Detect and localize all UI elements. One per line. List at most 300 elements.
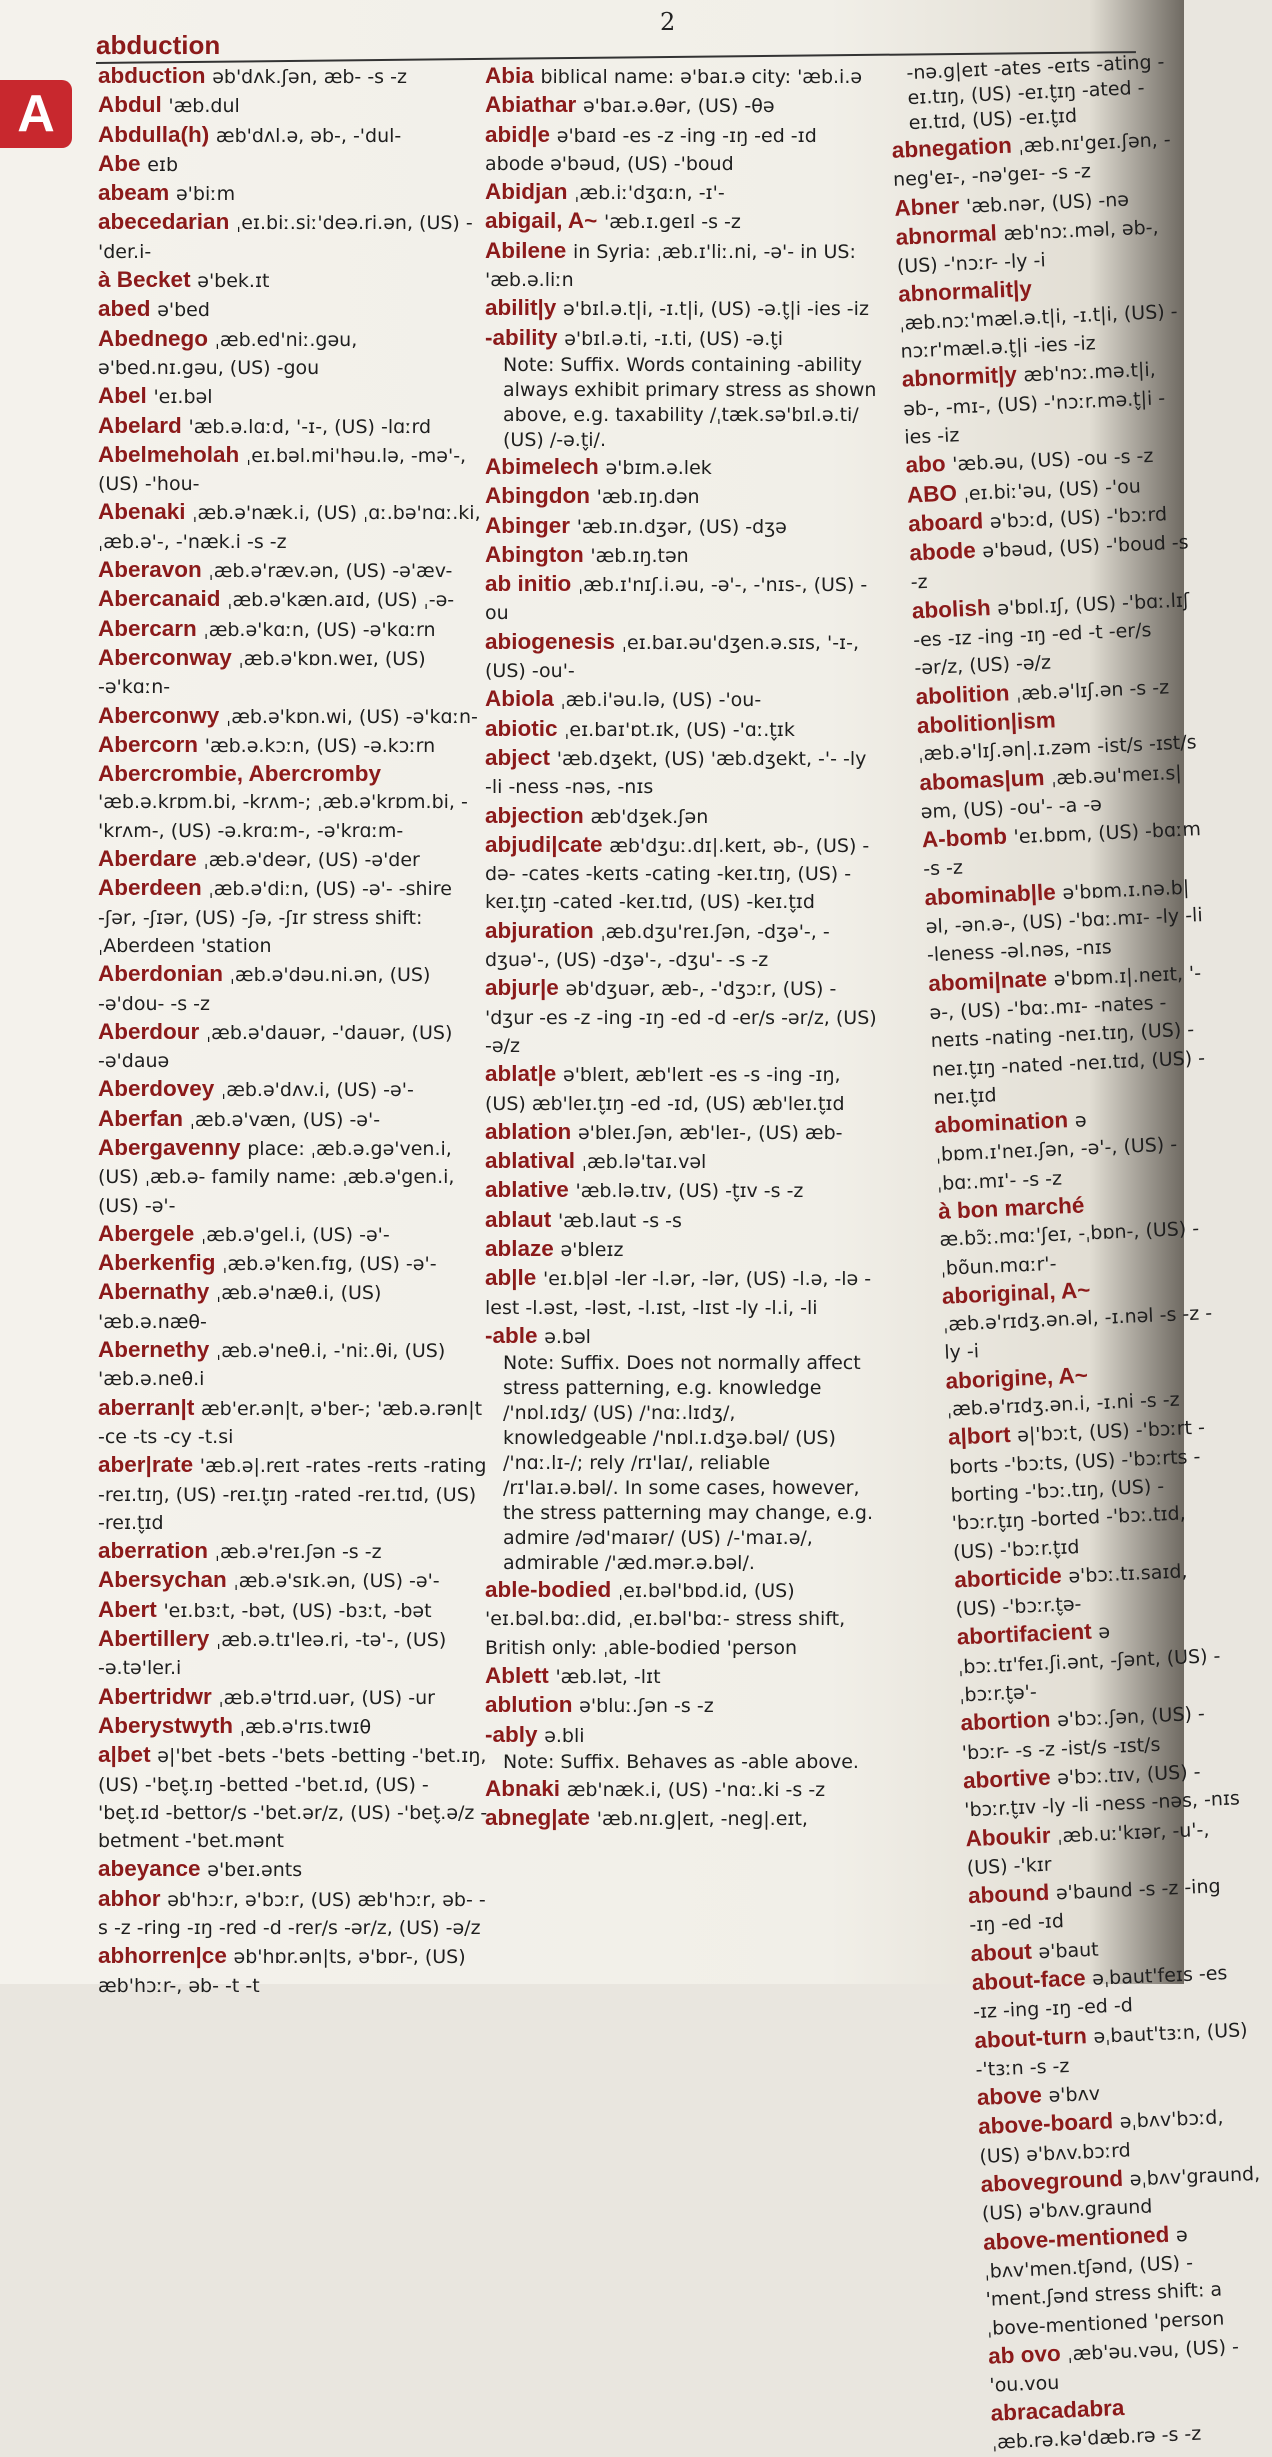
dictionary-entry [485, 685, 877, 714]
entry-pronunciation: ə'baɪ.ə.θər, (US) -θə [582, 95, 775, 118]
entry-headword: abortive [962, 1764, 1052, 1794]
dictionary-entry [485, 802, 877, 831]
entry-headword: -ably [485, 1721, 538, 1747]
dictionary-entry [98, 845, 488, 874]
entry-headword: -able [485, 1322, 538, 1348]
dictionary-entry [98, 1075, 488, 1104]
entry-headword: Aberdare [98, 846, 197, 872]
entry-headword: Abnaki [485, 1775, 561, 1801]
dictionary-entry [941, 1270, 1224, 1367]
entry-pronunciation: ˌæb.ə'ræv.ən, (US) -ə'æv- [208, 560, 453, 583]
dictionary-entry [98, 62, 488, 91]
entry-headword: Aberfan [98, 1105, 184, 1131]
entry-headword: abolition [915, 679, 1010, 710]
entry-headword: Abingdon [485, 483, 590, 509]
entry-pronunciation: æb'er.ən|t, ə'ber-; 'æb.ə.rən|t -ce -ts -cy -t.si [98, 1397, 483, 1448]
entry-pronunciation: ˌæb.ə'reɪ.ʃən -s -z [214, 1541, 382, 1564]
dictionary-entry [485, 1662, 877, 1691]
entry-headword: Abelard [98, 412, 182, 438]
entry-headword: Abilene [485, 237, 567, 263]
entry-headword: abhorren|ce [98, 1943, 227, 1969]
entry-headword: Abercrombie, Abercromby [98, 761, 381, 787]
entry-pronunciation: ˌæb.ə'kɒn.wi, (US) -ə'kɑːn- [225, 705, 478, 728]
entry-headword: aborigine, A~ [945, 1362, 1089, 1394]
entry-pronunciation: ə'bleɪ.ʃən, æb'leɪ-, (US) æb- [577, 1121, 843, 1144]
entry-headword: aborticide [953, 1562, 1063, 1593]
entry-headword: abo [905, 451, 947, 478]
dictionary-entry [485, 512, 877, 541]
entry-pronunciation: ˌæb.ə'trɪd.uər, (US) -ur [218, 1686, 435, 1709]
entry-pronunciation: ˌæb.ə'dəu.ni.ən, (US) -ə'dou- -s -z [98, 964, 431, 1015]
entry-headword: Abel [98, 383, 147, 409]
dictionary-entry [928, 958, 1214, 1113]
entry-headword: abjuration [485, 917, 594, 943]
entry-headword: Aberdonian [98, 961, 224, 987]
entry-pronunciation: 'æb.laut -s -s [557, 1209, 682, 1232]
entry-headword: ablatival [485, 1148, 576, 1174]
dictionary-entry [485, 1775, 877, 1804]
entry-pronunciation: ə'bed [157, 299, 210, 322]
dictionary-entry [485, 1060, 877, 1118]
dictionary-entry [898, 269, 1181, 366]
entry-headword: ABO [906, 479, 958, 508]
entry-headword: Aboukir [965, 1822, 1052, 1851]
dictionary-entry [98, 121, 488, 150]
entry-headword: abode [908, 537, 977, 566]
entry-pronunciation: ˌæb.ə'væn, (US) -ə'- [189, 1108, 381, 1131]
entry-headword: aboriginal, A~ [941, 1277, 1091, 1309]
entry-headword: à Becket [98, 267, 191, 293]
running-head: abduction [96, 30, 221, 60]
entry-pronunciation: 'eɪ.bɒm, (US) -bɑːm -s -z [922, 818, 1202, 881]
entry-headword: abomas|um [918, 764, 1045, 795]
entry-headword: Aberconwy [98, 702, 220, 728]
entry-pronunciation: ə'biːm [175, 183, 236, 206]
entry-headword: ablat|e [485, 1061, 557, 1087]
dictionary-entry [485, 178, 877, 207]
entry-headword: ablative [485, 1177, 569, 1203]
entry-headword: abomination [933, 1107, 1069, 1139]
entry-pronunciation: ə'bɔː.ʃən, (US) -'bɔːr- -s -z -ist/s -ɪst/s [961, 1703, 1206, 1765]
entry-pronunciation: 'æb.ɪŋ.tən [590, 544, 689, 567]
dictionary-entry [98, 1220, 488, 1249]
entry-headword: -ability [485, 324, 558, 350]
entry-pronunciation: ə'baut [1038, 1938, 1100, 1963]
entry-headword: ablaut [485, 1206, 552, 1232]
entry-pronunciation: ˌæb.ə'næk.i, (US) ˌɑː.bə'nɑː.ki, ˌæb.ə'-, -'næk.i -s -z [98, 502, 481, 553]
entry-headword: Abidjan [485, 179, 568, 205]
entry-pronunciation: ˌæb.ə'dauər, -'dauər, (US) -ə'dauə [98, 1021, 453, 1073]
entry-headword: Abner [893, 192, 960, 221]
entry-pronunciation: ˌeɪ.baɪ.əu'dʒen.ə.sɪs, '-ɪ-, (US) -ou'- [485, 631, 860, 683]
entry-headword: a|bet [98, 1742, 151, 1768]
dictionary-entry [485, 453, 877, 482]
dictionary-entry [98, 1249, 488, 1278]
dictionary-entry [485, 1147, 877, 1176]
dictionary-entry [98, 295, 488, 324]
entry-pronunciation: əˌbʌv'graund, (US) ə'bʌv.graund [981, 2162, 1261, 2226]
entry-pronunciation: ˌæb.nɪ'geɪ.ʃən, -neg'eɪ-, -nə'geɪ- -s -z [892, 128, 1172, 192]
entry-pronunciation: ə.bli [544, 1724, 585, 1747]
entry-pronunciation: 'æb.ɪ.geɪl -s -z [604, 211, 741, 234]
entry-pronunciation: əˌbʌv'bɔːd, (US) ə'bʌv.bɔːrd [978, 2106, 1224, 2168]
entry-headword: Abert [98, 1596, 157, 1622]
dictionary-entry [485, 1264, 877, 1322]
dictionary-entry [98, 1451, 488, 1537]
entry-headword: Aberdovey [98, 1076, 215, 1102]
entry-headword: Abiathar [485, 92, 577, 118]
entry-headword: about-face [971, 1965, 1087, 1996]
entry-pronunciation: ˌæb.i'əu.lə, (US) -'ou- [560, 689, 762, 712]
dictionary-entry [485, 1721, 877, 1750]
entry-pronunciation: æb'dʒuː.dɪ|.keɪt, əb-, (US) -də- -cates -keɪts -cating -keɪ.tɪŋ, (US) -keɪ.t̬ɪŋ -cated -keɪ.tɪd, (US) -keɪ.t̬ɪd [485, 834, 870, 914]
entry-pronunciation: ə'bleɪz [560, 1238, 624, 1261]
entry-headword: Abernathy [98, 1279, 210, 1305]
dictionary-entry [485, 831, 877, 917]
entry-headword: abed [98, 296, 151, 322]
dictionary-entry [98, 644, 488, 702]
entry-headword: above [976, 2082, 1043, 2111]
entry-pronunciation: ˌeɪ.baɪ'ɒt.ɪk, (US) -'ɑː.t̬ɪk [564, 718, 795, 741]
entry-pronunciation: æb'dʌl.ə, əb-, -'dul- [215, 124, 402, 147]
entry-headword: abjection [485, 802, 584, 828]
entry-pronunciation: 'æb.nər, (US) -nə [965, 188, 1130, 218]
entry-pronunciation: ə'bɔː.tɪ.saɪd, (US) -'bɔːr.t̬ə- [955, 1560, 1188, 1621]
entry-pronunciation: æb'næk.i, (US) -'nɑː.ki -s -z [566, 1778, 826, 1801]
entry-pronunciation: ə'beɪ.ənts [207, 1859, 303, 1882]
dictionary-entry [98, 179, 488, 208]
entry-pronunciation: ˌæb.iː'dʒɑːn, -ɪ'- [574, 182, 725, 205]
entry-pronunciation: ˌæb.ed'niː.gəu, ə'bed.nɪ.gəu, (US) -gou [98, 328, 358, 379]
entry-headword: Abiola [485, 686, 554, 712]
entry-headword: aboveground [980, 2165, 1124, 2198]
entry-pronunciation: ˌæb.ə'næθ.i, (US) 'æb.ə.næθ- [98, 1282, 382, 1333]
dictionary-entry [947, 1412, 1233, 1567]
entry-headword: ablation [485, 1118, 572, 1144]
dictionary-entry [901, 354, 1184, 452]
dictionary-entry [485, 324, 877, 353]
entry-pronunciation: 'æb.lət, -lɪt [555, 1666, 661, 1689]
dictionary-entry [485, 1176, 877, 1205]
letter-thumb-tab: A [0, 80, 72, 148]
dictionary-entry [98, 1596, 488, 1625]
dictionary-entry [98, 1712, 488, 1741]
entry-pronunciation: eɪb [147, 153, 179, 176]
entry-headword: abolish [911, 594, 992, 624]
entry-pronunciation: ˌæb.nɔː'mæl.ə.t|i, -ɪ.t|i, (US) -nɔːr'mæl.ə.t̬|i -ies -iz [898, 300, 1178, 363]
entry-pronunciation: ˌæb.ə'neθ.i, -'niː.θi, (US) 'æb.ə.neθ.i [98, 1340, 446, 1391]
entry-headword: Abertridwr [98, 1683, 212, 1709]
entry-headword: Abinger [485, 512, 571, 538]
dictionary-entry [98, 1134, 488, 1220]
entry-headword: Abergavenny [98, 1134, 241, 1160]
dictionary-entry [485, 482, 877, 511]
entry-pronunciation: 'æb.ɪŋ.dən [596, 486, 700, 509]
entry-headword: à bon marché [937, 1192, 1085, 1224]
entry-pronunciation: place: ˌæb.ə.gə'ven.i, (US) ˌæb.ə- family name: ˌæb.ə'gen.i, (US) -ə'- [98, 1137, 455, 1217]
dictionary-entry [485, 541, 877, 570]
entry-headword: abeyance [98, 1856, 201, 1882]
note-text: Note: Suffix. Behaves as -able above. [503, 1750, 859, 1773]
usage-note [485, 1750, 877, 1775]
entry-pronunciation: ˌeɪ.bəl'bɒd.id, (US) 'eɪ.bəl.bɑː.did, ˌeɪ.bəl'bɑː- stress shift, British only: ˌable-bodied 'person [485, 1580, 846, 1659]
entry-pronunciation: əˌbɒm.ɪ'neɪ.ʃən, -ə'-, (US) -ˌbɑː.mɪ'- -s -z [935, 1109, 1178, 1195]
entry-pronunciation: ə'bluː.ʃən -s -z [579, 1695, 714, 1718]
entry-headword: abnegation [891, 132, 1013, 163]
entry-pronunciation: ə'bɒm.ɪ|.neɪt, '-ə-, (US) -'bɑː.mɪ- -nates -neɪts -nating -neɪ.tɪŋ, (US) -neɪ.t̬ɪŋ -nated -neɪ.tɪd, (US) -neɪ.t̬ɪd [929, 961, 1206, 1109]
dictionary-entry [485, 1235, 877, 1264]
entry-headword: abiotic [485, 715, 558, 741]
dictionary-entry [98, 91, 488, 120]
entry-pronunciation: ˌæb.əu'meɪ.s|əm, (US) -ou'- -a -ə [920, 761, 1183, 824]
entry-pronunciation: ˌæb.ə'kæn.aɪd, (US) ˌ-ə- [227, 589, 455, 612]
usage-note [485, 1351, 877, 1576]
entry-headword: abnormalit|y [897, 276, 1033, 308]
dictionary-entry [98, 441, 488, 499]
column-1 [98, 62, 488, 2000]
entry-headword: Aberystwyth [98, 1712, 234, 1738]
entry-headword: ab initio [485, 571, 572, 597]
entry-pronunciation: ə'baɪd -es -z -ing -ɪŋ -ed -ɪd abode ə'bəud, (US) -'boud [485, 124, 817, 175]
dictionary-entry [924, 872, 1207, 970]
entry-headword: abnormal [895, 220, 998, 250]
entry-pronunciation: biblical name: ə'baɪ.ə city: 'æb.i.ə [540, 66, 863, 88]
dictionary-entry [98, 760, 488, 845]
entry-pronunciation: in Syria: ˌæb.ɪ'liː.ni, -ə'- in US: 'æb.ə.liːn [485, 240, 856, 292]
dictionary-entry [98, 1018, 488, 1076]
entry-pronunciation: 'æb.ə.kɔːn, (US) -ə.kɔːrn [204, 734, 436, 757]
dictionary-entry [98, 1885, 488, 1943]
entry-pronunciation: ə.bəl [544, 1325, 591, 1348]
entry-pronunciation: əb'hɒr.ən|ts, ə'bɒr-, (US) æb'hɔːr-, əb- -t -t [98, 1946, 466, 1997]
entry-pronunciation: ə'bəud, (US) -'boud -s -z [910, 531, 1190, 594]
entry-headword: above-board [977, 2108, 1114, 2140]
entry-pronunciation: 'æb.nɪ.g|eɪt, -neg|.eɪt, [596, 1808, 808, 1831]
entry-headword: abjudi|cate [485, 831, 603, 857]
dictionary-entry [98, 1566, 488, 1595]
entry-headword: abracadabra [990, 2395, 1125, 2427]
entry-pronunciation: 'æb.ə.lɑːd, '-ɪ-, (US) -lɑːrd [188, 415, 432, 438]
entry-headword: Abercarn [98, 615, 197, 641]
dictionary-entry [98, 960, 488, 1018]
page-number: 2 [660, 8, 676, 36]
entry-headword: abortifacient [956, 1619, 1093, 1650]
entry-pronunciation: 'æb.əu, (US) -ou -s -z [951, 445, 1154, 476]
entry-pronunciation: æb'nɔː.məl, əb-, (US) -'nɔːr- -ly -i [896, 216, 1159, 278]
entry-pronunciation: ə'bɪm.ə.lek [605, 456, 712, 479]
entry-headword: A-bomb [921, 823, 1008, 853]
dictionary-entry [990, 2388, 1272, 2457]
entry-headword: Abednego [98, 325, 208, 351]
entry-headword: abecedarian [98, 209, 230, 235]
dictionary-entry [98, 1741, 488, 1855]
entry-pronunciation: 'æb.lə.tɪv, (US) -t̬ɪv -s -z [575, 1180, 804, 1203]
entry-pronunciation: ə'bɪl.ə.t|i, -ɪ.t|i, (US) -ə.t̬|i -ies -iz [563, 298, 869, 321]
entry-pronunciation: ˌeɪ.bəl.mi'həu.lə, -mə'-, (US) -'hou- [98, 444, 467, 496]
dictionary-entry [485, 715, 877, 744]
note-text: Note: Suffix. Words containing -ability always exhibit primary stress as shown above, e.g. taxability /ˌtæk.sə'bɪl.ə.ti/ (US) /-ə.t̬i/. [503, 353, 877, 451]
entry-headword: Abergele [98, 1220, 195, 1246]
entry-headword: Aberkenfig [98, 1250, 216, 1276]
dictionary-entry [485, 1804, 877, 1833]
dictionary-entry [98, 702, 488, 731]
entry-pronunciation: əb'dʒuər, æb-, -'dʒɔːr, (US) -'dʒur -es -z -ing -ɪŋ -ed -d -er/s -ər/z, (US) -ə/z [485, 978, 877, 1057]
entry-headword: Abernethy [98, 1337, 210, 1363]
entry-pronunciation: ə'bʌv [1048, 2082, 1101, 2108]
dictionary-entry [98, 498, 488, 556]
entry-headword: abid|e [485, 121, 551, 147]
dictionary-entry [98, 382, 488, 411]
entry-pronunciation: ˌæb.ə'ken.fɪg, (US) -ə'- [222, 1253, 437, 1276]
entry-pronunciation: 'eɪ.bəl [153, 386, 213, 409]
entry-pronunciation: ˌeɪ.biː'əu, (US) -'ou [963, 474, 1142, 505]
entry-pronunciation: əˌbaut'feɪs -es -ɪz -ing -ɪŋ -ed -d [972, 1962, 1228, 2024]
dictionary-entry [98, 1336, 488, 1394]
entry-pronunciation: æ.bɔ̃ː.mɑː'ʃeɪ, -ˌbɒn-, (US) -ˌbõun.mɑːr'- [938, 1217, 1200, 1280]
entry-pronunciation: ˌæb.ə'rɪdʒ.ən.əl, -ɪ.nəl -s -z -ly -i [942, 1302, 1213, 1365]
dictionary-entry [485, 121, 877, 179]
dictionary-entry [485, 744, 877, 802]
dictionary-entry [485, 237, 877, 295]
entry-pronunciation: 'æb.dʒekt, (US) 'æb.dʒekt, -'- -ly -li -ness -nəs, -nɪs [485, 747, 867, 799]
entry-headword: abneg|ate [485, 1805, 591, 1831]
entry-pronunciation: ˌæb.uː'kɪər, -u'-, (US) -'kɪr [966, 1818, 1210, 1880]
entry-headword: Abercanaid [98, 586, 221, 612]
entry-pronunciation: ə'bɪl.ə.ti, -ɪ.ti, (US) -ə.t̬i [564, 327, 783, 350]
dictionary-entry [485, 1576, 877, 1662]
entry-headword: Ablett [485, 1663, 549, 1689]
entry-headword: ablution [485, 1692, 573, 1718]
dictionary-entry [911, 585, 1194, 683]
entry-headword: Aberdeen [98, 875, 202, 901]
entry-pronunciation: ˌæb.ə.tɪ'leə.ri, -tə'-, (US) -ə.tə'ler.i [98, 1629, 447, 1680]
entry-pronunciation: ˌæb.lə'taɪ.vəl [581, 1151, 707, 1174]
entry-pronunciation: ə'bek.ɪt [197, 270, 270, 293]
entry-headword: abject [485, 744, 551, 770]
entry-pronunciation: ˌæb.rə.kə'dæb.rə -s -z [991, 2422, 1202, 2454]
entry-headword: abound [967, 1879, 1050, 1909]
entry-pronunciation: əˌbʌv'men.tʃənd, (US) -'ment.ʃənd stress shift: aˌbove-mentioned 'person [984, 2223, 1225, 2340]
entry-headword: abhor [98, 1885, 161, 1911]
entry-pronunciation: əˌbɔː.tɪ'feɪ.ʃi.ənt, -ʃənt, (US) -ˌbɔːr.t̬ə'- [957, 1621, 1221, 1707]
entry-headword: abnormit|y [901, 362, 1018, 393]
entry-pronunciation: 'eɪ.bɜːt, -bət, (US) -bɜːt, -bət [163, 1599, 432, 1622]
entry-pronunciation: ˌæb.ə'dʌv.i, (US) -ə'- [220, 1079, 414, 1102]
dictionary-entry [98, 1942, 488, 2000]
entry-headword: aberran|t [98, 1394, 195, 1420]
entry-pronunciation: ˌæb.ə'diːn, (US) -ə'- -shire -ʃər, -ʃɪər, (US) -ʃə, -ʃɪr stress shift: ˌAberdeen 'station [98, 878, 452, 957]
entry-headword: Abersychan [98, 1567, 227, 1593]
entry-pronunciation: ə'bɒl.ɪʃ, (US) -'bɑː.lɪʃ -es -ɪz -ing -ɪŋ -ed -t -er/s -ər/z, (US) -ə/z [912, 589, 1190, 680]
entry-pronunciation: ˌeɪ.biː.siː'deə.ri.ən, (US) -'der.i- [98, 212, 473, 263]
entry-headword: abigail, A~ [485, 208, 598, 234]
dictionary-entry [485, 917, 877, 975]
dictionary-entry [98, 1625, 488, 1683]
dictionary-entry [485, 1322, 877, 1351]
dictionary-entry [485, 207, 877, 236]
entry-pronunciation: ˌæb.ə'lɪʃ.ən -s -z [1015, 675, 1170, 705]
entry-pronunciation: ə'baund -s -z -ing -ɪŋ -ed -ɪd [968, 1875, 1221, 1937]
entry-headword: Abimelech [485, 453, 599, 479]
entry-pronunciation: ˌæb.ə'kɒn.weɪ, (US) -ə'kɑːn- [98, 647, 426, 699]
entry-pronunciation: æb'dʒek.ʃən [590, 805, 709, 828]
entry-pronunciation: 'æb.ə|.reɪt -rates -reɪts -rating -reɪ.tɪŋ, (US) -reɪ.t̬ɪŋ -rated -reɪ.tɪd, (US) -reɪ.t̬ɪd [98, 1455, 487, 1534]
dictionary-entry [485, 91, 877, 120]
entry-pronunciation: əˌbaut'tɜːn, (US) -'tɜːn -s -z [975, 2018, 1249, 2081]
entry-headword: abolition|ism [916, 707, 1057, 739]
entry-headword: about [970, 1938, 1033, 1966]
dictionary-entry [485, 628, 877, 686]
dictionary-entry [98, 325, 488, 383]
dictionary-entry [485, 570, 877, 628]
entry-pronunciation: 'æb.ə.krɒm.bi, -krʌm-; ˌæb.ə'krɒm.bi, -'krʌm-, (US) -ə.krɑːm-, -ə'krɑːm- [98, 791, 468, 842]
entry-headword: abilit|y [485, 295, 557, 321]
entry-headword: above-mentioned [982, 2221, 1170, 2255]
entry-pronunciation: ˌæb.ɪ'nɪʃ.i.əu, -ə'-, -'nɪs-, (US) -ou [485, 574, 868, 625]
usage-note [888, 50, 1171, 137]
dictionary-entry [98, 1394, 488, 1452]
dictionary-entry [956, 1612, 1239, 1710]
dictionary-entry [98, 208, 488, 266]
entry-pronunciation: ˌæb.ə'lɪʃ.ən|.ɪ.zəm -ist/s -ɪst/s [917, 731, 1197, 766]
entry-pronunciation: 'æb.dul [168, 95, 240, 118]
entry-headword: Aberavon [98, 557, 202, 583]
entry-headword: Abelmeholah [98, 441, 240, 467]
column-3 [888, 50, 1272, 2457]
entry-headword: ablaze [485, 1235, 554, 1261]
column-2 [485, 62, 877, 1834]
entry-headword: aberration [98, 1538, 209, 1564]
dictionary-entry [98, 1278, 488, 1336]
dictionary-entry [485, 294, 877, 323]
entry-pronunciation: ə|'bɔːt, (US) -'bɔːrt -borts -'bɔːts, (US) -'bɔːrts -borting -'bɔː.tɪŋ, (US) -'bɔːr.t̬ɪŋ -borted -'bɔː.tɪd, (US) -'bɔːr.t̬ɪd [948, 1416, 1206, 1564]
dictionary-entry [98, 412, 488, 441]
entry-headword: ab ovo [987, 2340, 1062, 2369]
dictionary-entry [98, 266, 488, 295]
dictionary-entry [938, 1186, 1221, 1283]
dictionary-entry [485, 1206, 877, 1235]
entry-pronunciation: ˌæb.ə'rɪdʒ.ən.i, -ɪ.ni -s -z [946, 1388, 1181, 1421]
dictionary-entry [98, 1855, 488, 1884]
entry-headword: about-turn [973, 2022, 1088, 2053]
entry-headword: aboard [907, 508, 984, 537]
entry-headword: abjur|e [485, 975, 559, 1001]
dictionary-entry [98, 150, 488, 179]
entry-pronunciation: 'eɪ.b|əl -ler -l.ər, -lər, (US) -l.ə, -lə -lest -l.əst, -ləst, -l.ɪst, -lɪst -ly -l.i, -li [485, 1268, 872, 1319]
entry-headword: Abia [485, 63, 534, 88]
entry-headword: Abercorn [98, 731, 199, 757]
entry-pronunciation: əb'hɔːr, ə'bɔːr, (US) æb'hɔːr, əb- -s -z -ring -ɪŋ -red -d -rer/s -ər/z, (US) -ə/z [98, 1888, 486, 1939]
dictionary-entry [983, 2216, 1268, 2342]
entry-headword: a|bort [947, 1422, 1012, 1451]
dictionary-entry [98, 1105, 488, 1134]
entry-pronunciation: əb'dʌk.ʃən, æb- -s -z [212, 66, 407, 88]
entry-headword: abominab|le [923, 879, 1057, 910]
entry-headword: abduction [98, 63, 206, 88]
entry-pronunciation: ə'bɒm.ɪ.nə.b|əl, -ən.ə-, (US) -'bɑː.mɪ- -ly -li -leness -əl.nəs, -nɪs [925, 876, 1204, 967]
dictionary-entry [485, 1118, 877, 1147]
dictionary-entry [485, 1691, 877, 1720]
entry-pronunciation: ˌæb.ə'rɪs.twɪθ [239, 1715, 372, 1738]
entry-headword: abomi|nate [927, 965, 1048, 996]
entry-pronunciation: ə|'bet -bets -'bets -betting -'bet.ɪŋ, (US) -'bet̬.ɪŋ -betted -'bet.ɪd, (US) -'bet̬.ɪd -bettor/s -'bet.ər/z, (US) -'bet̬.ə/z -betment -'bet.mənt [98, 1745, 488, 1853]
entry-headword: Abdul [98, 92, 162, 118]
entry-headword: abortion [959, 1706, 1051, 1736]
entry-pronunciation: ˌæb.ə'kɑːn, (US) -ə'kɑːrn [203, 618, 436, 641]
entry-pronunciation: ˌæb.dʒu'reɪ.ʃən, -dʒə'-, -dʒuə'-, (US) -dʒə'-, -dʒu'- -s -z [485, 920, 830, 972]
note-text: Note: Suffix. Does not normally affect stress patterning, e.g. knowledge /'nɒl.ɪdʒ/ (US) /'nɑː.lɪdʒ/, knowledgeable /'nɒl.ɪ.dʒə.bəl/ (US) /'nɑː.lɪ-/; rely /rɪ'laɪ/, reliable /rɪ'laɪ.ə.bəl/. In some cases, however, the stress patterning may change, e.g. admire /əd'maɪər/ (US) /-'maɪ.ə/, admirable /'æd.mər.ə.bəl/. [503, 1352, 873, 1575]
dictionary-entry [98, 1683, 488, 1712]
